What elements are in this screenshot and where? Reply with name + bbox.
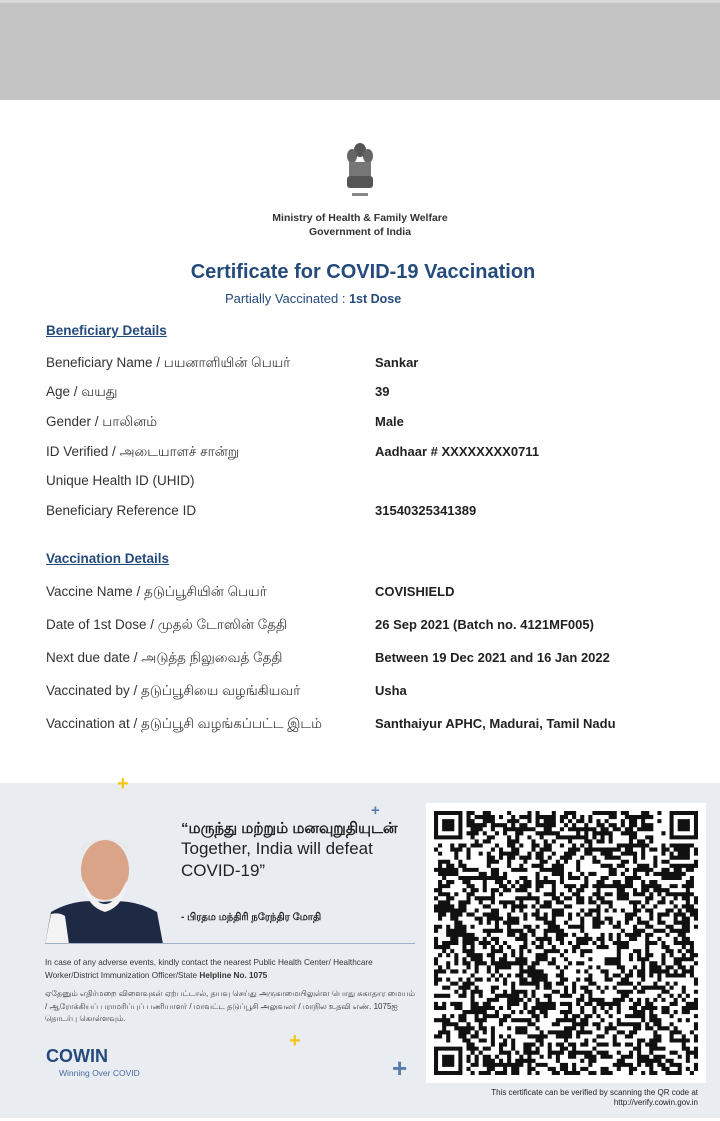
verification-qr-code[interactable] <box>426 803 706 1083</box>
detail-label: Beneficiary Name / பயனாளியின் பெயர் <box>46 355 291 370</box>
adverse-events-notice-tamil: ஏதேனும் எதிர்மறை விளைவுகள் ஏற்பட்டால், தயவு செய்து அருகாமையிலுள்ள பொது சுகாதார மையம் / ஆரோக்கியப் பராமரிப்புப் பணியாளர் / மாவட்ட தடுப்பூசி அலுவலர் / மாநில உதவி எண். 1075ஐ தொடர்பு கொள்ளவும். <box>45 989 415 1023</box>
detail-label: Age / வயது <box>46 384 118 399</box>
notice-text: In case of any adverse events, kindly contact the nearest Public Health Center/ Healthcare Worker/District Immunization Officer/State <box>45 958 373 980</box>
cowin-tagline: Winning Over COVID <box>59 1068 140 1078</box>
adverse-events-notice <box>45 957 415 982</box>
quote-attribution: - பிரதம மந்திரி நரேந்திர மோதி <box>181 912 322 923</box>
detail-value: 39 <box>375 384 390 399</box>
detail-value: COVISHIELD <box>375 584 455 599</box>
plus-decoration-icon: + <box>371 802 380 819</box>
quote-tamil: “மருந்து மற்றும் மனவுறுதியுடன் <box>181 820 398 837</box>
detail-label: Date of 1st Dose / முதல் டோஸின் தேதி <box>46 617 288 632</box>
detail-label: Beneficiary Reference ID <box>46 503 197 518</box>
detail-label: Vaccination at / தடுப்பூசி வழங்கப்பட்ட இடம் <box>46 716 322 731</box>
detail-label: Gender / பாலினம் <box>46 414 158 429</box>
plus-decoration-icon: + <box>392 1053 408 1083</box>
government-line: Government of India <box>308 226 412 238</box>
cowin-logo: COWIN <box>46 1046 108 1066</box>
ministry-name <box>0 211 720 239</box>
detail-label: Unique Health ID (UHID) <box>46 473 195 488</box>
detail-label: Vaccinated by / தடுப்பூசியை வழங்கியவர் <box>46 683 301 698</box>
detail-label: Vaccine Name / தடுப்பூசியின் பெயர் <box>46 584 267 599</box>
detail-value: Usha <box>375 683 407 698</box>
qr-modules <box>434 811 698 1075</box>
qr-caption: This certificate can be verified by scanning the QR code at http://verify.cowin.gov.in <box>491 1088 698 1107</box>
divider <box>45 943 415 944</box>
ministry-line: Ministry of Health & Family Welfare <box>272 212 448 224</box>
quote <box>181 820 421 882</box>
status-value: 1st Dose <box>349 292 402 306</box>
detail-label: Next due date / அடுத்த நிலுவைத் தேதி <box>46 650 283 665</box>
vaccination-status <box>225 291 401 306</box>
vaccination-heading: Vaccination Details <box>46 551 170 566</box>
detail-value: 31540325341389 <box>375 503 477 518</box>
detail-label: ID Verified / அடையாளச் சான்று <box>46 444 239 459</box>
plus-decoration-icon: + <box>117 773 129 795</box>
top-gray-bar <box>0 0 720 100</box>
helpline-number: Helpline No. 1075 <box>199 970 268 980</box>
plus-decoration-icon: + <box>289 1030 301 1052</box>
beneficiary-heading: Beneficiary Details <box>46 323 167 338</box>
status-label: Partially Vaccinated : <box>225 291 346 306</box>
certificate-title: Certificate for COVID-19 Vaccination <box>190 261 536 283</box>
detail-value: Aadhaar # XXXXXXXX0711 <box>375 444 540 459</box>
detail-value: Between 19 Dec 2021 and 16 Jan 2022 <box>375 650 610 665</box>
qr-code-container <box>426 803 706 1083</box>
detail-value: Santhaiyur APHC, Madurai, Tamil Nadu <box>375 716 616 731</box>
detail-value: Male <box>375 414 404 429</box>
quote-english: Together, India will defeat COVID-19” <box>181 839 373 880</box>
prime-minister-photo <box>45 832 163 944</box>
national-emblem-icon <box>340 140 380 202</box>
detail-value: 26 Sep 2021 (Batch no. 4121MF005) <box>375 617 594 632</box>
detail-value: Sankar <box>375 355 419 370</box>
